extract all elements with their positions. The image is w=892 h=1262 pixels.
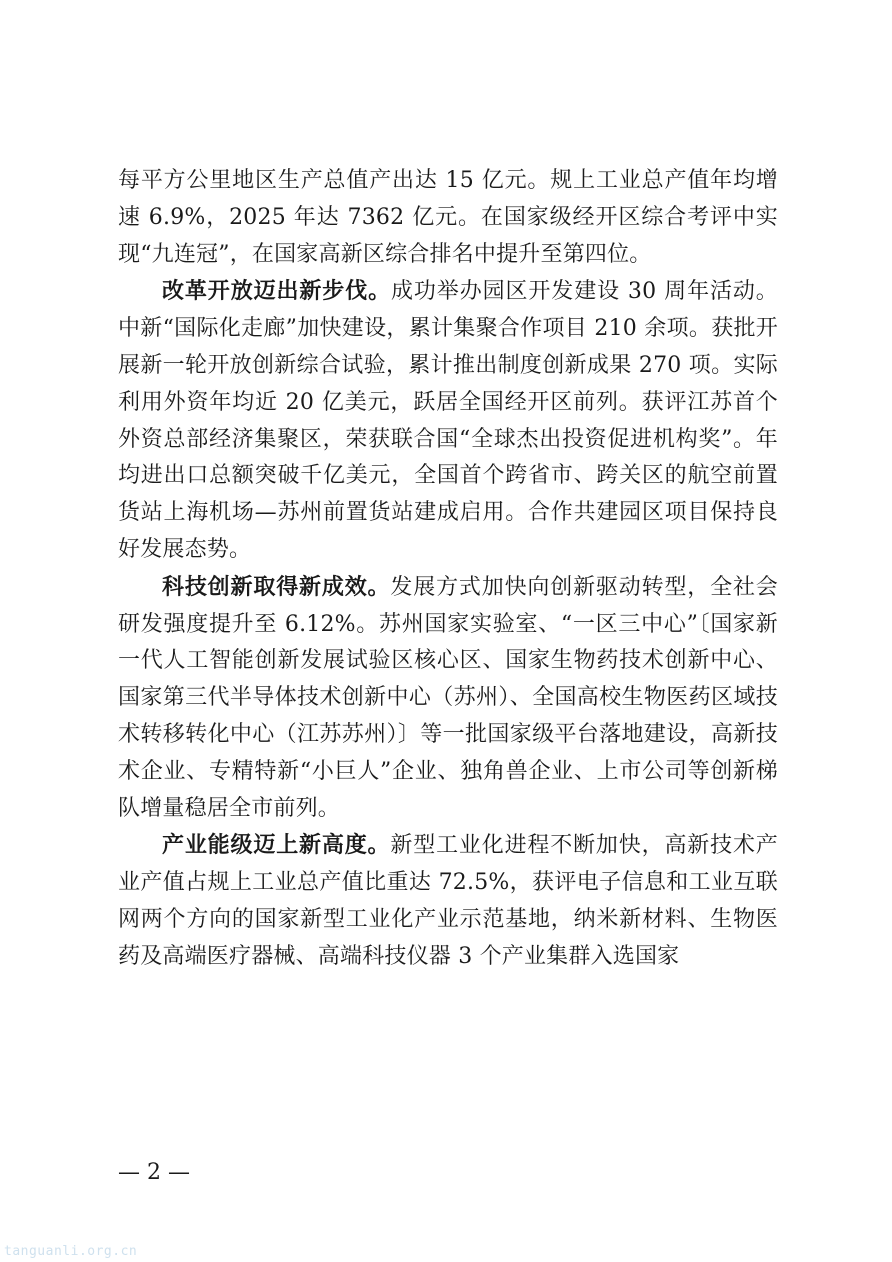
paragraph-heading: 改革开放迈出新步伐。 <box>162 278 391 305</box>
paragraph-text: 发展方式加快向创新驱动转型，全社会研发强度提升至 6.12%。苏州国家实验室、“一区三中心”〔国家新一代人工智能创新发展试验区核心区、国家生物药技术创新中心、国家第三代半导体技术创新中心（苏州）、全国高校生物医药区域技术转移转化中心（江苏苏州）〕等一批国家级平台落地建设，高新技术企业、专精特新“小巨人”企业、独角兽企业、上市公司等创新梯队增量稳居全市前列。 <box>118 574 778 821</box>
paragraph-industry-level <box>118 827 778 975</box>
paragraph-continued <box>118 163 778 273</box>
page-number: — 2 — <box>118 1160 190 1185</box>
paragraph-tech-innovation <box>118 569 778 828</box>
watermark: tanguanli.org.cn <box>4 1244 138 1259</box>
paragraph-text: 成功举办园区开发建设 30 周年活动。中新“国际化走廊”加快建设，累计集聚合作项目 210 余项。获批开展新一轮开放创新综合试验，累计推出制度创新成果 270 项。实际利用外资年均近 20 亿美元，跃居全国经开区前列。获评江苏首个外资总部经济集聚区，荣获联合国“全球杰出投资促进机构奖”。年均进出口总额突破千亿美元，全国首个跨省市、跨关区的航空前置货站上海机场—苏州前置货站建成启用。合作共建园区项目保持良好发展态势。 <box>118 279 778 562</box>
paragraph-heading: 产业能级迈上新高度。 <box>162 832 391 859</box>
paragraph-text: 新型工业化进程不断加快，高新技术产业产值占规上工业总产值比重达 72.5%，获评电子信息和工业互联网两个方向的国家新型工业化产业示范基地，纳米新材料、生物医药及高端医疗器械、高端科技仪器 3 个产业集群入选国家 <box>118 833 778 969</box>
document-body <box>118 163 778 976</box>
paragraph-heading: 科技创新取得新成效。 <box>162 573 391 600</box>
paragraph-text: 每平方公里地区生产总值产出达 15 亿元。规上工业总产值年均增速 6.9%，2025 年达 7362 亿元。在国家级经开区综合考评中实现“九连冠”，在国家高新区综合排名中提升至第四位。 <box>118 168 778 267</box>
paragraph-reform-opening <box>118 273 778 568</box>
